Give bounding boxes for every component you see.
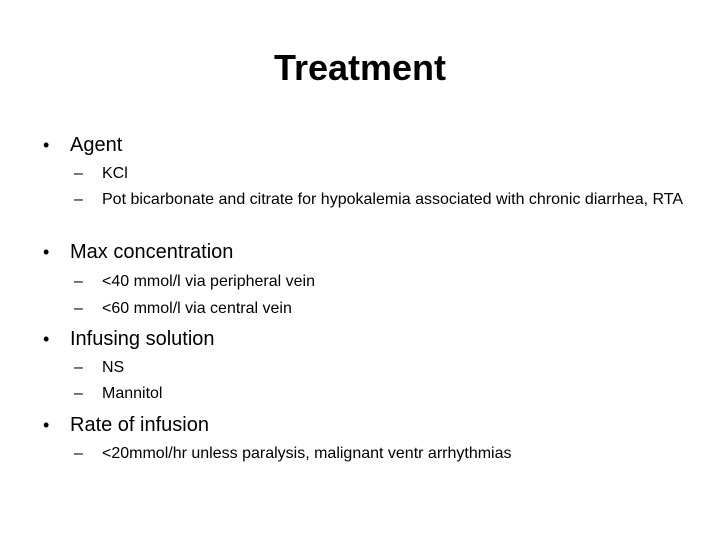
sub-label: <60 mmol/l via central vein (102, 300, 292, 317)
bullet-marker: • (43, 135, 50, 155)
sub-marker: – (74, 359, 83, 376)
bullet-marker: • (43, 329, 50, 349)
sub-marker: – (74, 273, 83, 290)
sub-marker: – (74, 385, 83, 402)
sub-label: Mannitol (102, 385, 163, 402)
bullet-label: Rate of infusion (70, 414, 209, 436)
sub-label: KCl (102, 165, 128, 182)
bullet-label: Agent (70, 134, 123, 156)
bullet-marker: • (43, 415, 50, 435)
sub-label: NS (102, 359, 125, 376)
slide-title: Treatment (273, 47, 447, 88)
bullet-marker: • (43, 242, 50, 262)
sub-marker: – (74, 445, 83, 462)
sub-marker: – (74, 165, 83, 182)
sub-label: Pot bicarbonate and citrate for hypokalemia associated with chronic diarrhea, RTA (102, 191, 684, 208)
sub-marker: – (74, 191, 83, 208)
sub-label: <40 mmol/l via peripheral vein (102, 273, 315, 290)
sub-label: <20mmol/hr unless paralysis, malignant ventr arrhythmias (102, 445, 512, 462)
sub-marker: – (74, 300, 83, 317)
bullet-label: Infusing solution (70, 328, 215, 350)
bullet-label: Max concentration (70, 241, 234, 263)
